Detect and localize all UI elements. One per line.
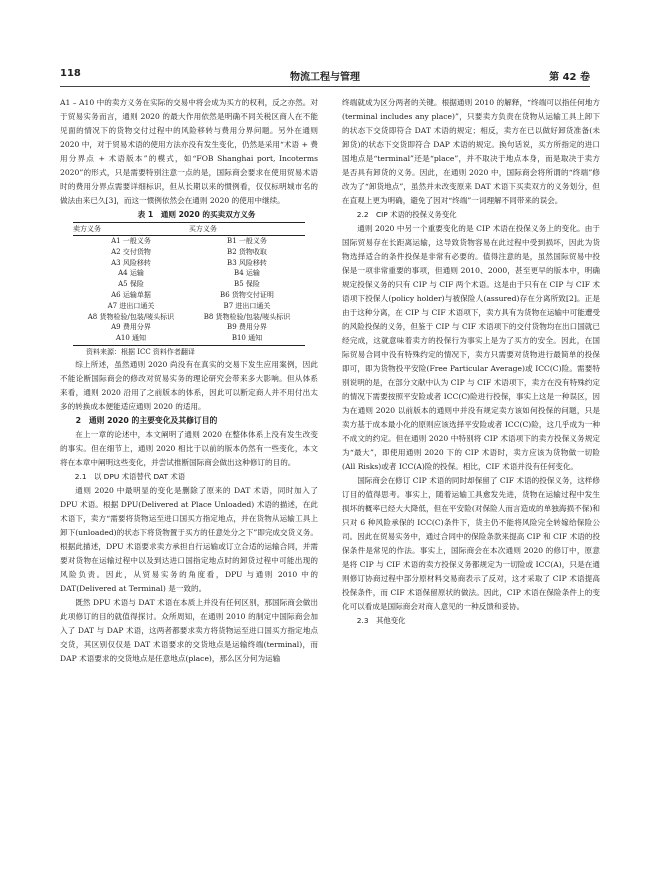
paragraph: 通则 2020 中另一个重要变化的是 CIP 术语在投保义务上的变化。由于国际贸易存在长距离运输，这导致货物容易在此过程中受到损坏，因此为货物选择适合的条件投保是非常有必要的。值得注意的是，虽然国际贸易中投保是一项非常重要的事项，但通则 2010、2000，甚至更早的版本中，明确规定投保义务的只有 CIP 与 CIF 两个术语。这是由于只有在 CIP 与 CIF 术语项下投保人(policy holder)与被保险人(assured)存在分离所致[2]。正是由于这种分离，在 CIP 与 CIF 术语项下，卖方具有为货物在运输中可能遭受的风险投保的义务，但鉴于 CIP 与 CIF 术语项下的交付货物均在出口国就已经完成，这就意味着卖方的投保行为事实上是为了买方的安全。因此，在国际贸易合同中没有特殊约定的情况下，卖方只需要对货物进行最简单的投保即可，即为货物投平安险(Free Particular Average)或 ICC(C)险。需要特别说明的是，在部分文献中认为 CIP 与 CIF 术语项下，卖方在没有特殊约定的情况下需要按照平安险或者 ICC(C)险进行投保，事实上这是一种误区，因为在通则 2020 以前版本的通则中并没有规定卖方该如何投保的问题，只是卖方基于成本最小化的原则应该选择平安险或者 ICC(C)险，这几乎成为一种不成文的约定。但在通则 2020 中特别将 CIP 术语项下的卖方投保义务规定为“最大”，即使用通则 2020 下的 CIP 术语时，卖方应该为货物做一切险(All Risks)或者 ICC(A)险的投保。相比，CIF 术语并没有任何变化。 bbox=[342, 224, 600, 471]
table-row bbox=[73, 333, 305, 345]
table-cell: B9 费用分界 bbox=[227, 323, 267, 332]
table-cell: B1 一般义务 bbox=[227, 237, 267, 245]
table-cell: A10 通知 bbox=[73, 333, 189, 345]
table-cell: A5 保险 bbox=[118, 280, 144, 289]
table-caption: 表 1 通则 2020 的买卖双方义务 bbox=[137, 210, 256, 219]
table-cell: A3 风险移转 bbox=[111, 258, 151, 267]
table-row bbox=[73, 290, 305, 301]
table-source: 资料来源：根据 ICC 资料作者翻译 bbox=[86, 347, 195, 356]
subsection-heading: 2.2 CIP 术语的投保义务变化 bbox=[356, 210, 457, 219]
table-cell: A1 一般义务 bbox=[111, 237, 151, 245]
table-row bbox=[73, 301, 305, 312]
table-cell: B3 风险移转 bbox=[227, 258, 267, 267]
table-cell: A4 运输 bbox=[118, 269, 144, 278]
paragraph: 终端就成为区分两者的关键。根据通则 2010 的解释，“终端可以指任何地方(terminal includes any place)”，只要卖方负责在货物从运输工具上卸下的状态下交货即符合 DAT 术语的规定；相反，卖方在已以做好卸货准备(未卸货)的状态下交货即符合 DAP 术语的规定。换句话说，买方所指定的进口国地点是“terminal”还是“place”，并不取决于地点本身，而是取决于卖方是否具有卸货的义务。因此，在通则 2020 中，国际商会将所谓的“终端”修改为了“卸货地点”，虽然并未改变原来 DAT 术语下买卖双方的义务划分，但在直观上更为明确，避免了因对“终端”一词理解不同带来的误会。 bbox=[342, 98, 600, 205]
journal-title: 物流工程与管理 bbox=[290, 72, 360, 83]
table-header-buyer: 买方义务 bbox=[189, 223, 305, 236]
page-number: 118 bbox=[60, 68, 81, 79]
table-row bbox=[73, 279, 305, 290]
table-cell: B10 通知 bbox=[189, 333, 305, 345]
right-column bbox=[342, 96, 600, 628]
table-cell: A2 交付货物 bbox=[111, 247, 151, 256]
paragraph: 综上所述，虽然通则 2020 尚没有在真实的交易下发生应用案例，因此不能论断国际商会的修改对贸易实务的理论研究会带来多大影响。但从体系来看，通则 2020 沿用了之前版本的体系，因此可以断定商人并不用付出太多的转换成本便能适应通则 2020 的适用。 bbox=[60, 359, 318, 411]
table-row bbox=[73, 312, 305, 323]
table-cell: A9 费用分界 bbox=[111, 323, 151, 332]
subsection-heading: 2.3 其他变化 bbox=[356, 616, 406, 625]
table-row bbox=[73, 247, 305, 258]
table-row bbox=[73, 322, 305, 333]
paragraph: A1 – A10 中的卖方义务在实际的交易中将会成为买方的权利，反之亦然。对于贸易实务而言，通则 2020 的最大作用依然是明确不同关税区商人在不能见面的情况下的货物交付过程中的风险移转与费用分界问题。另外在通则 2020 中，对于贸易术语的使用方法亦没有发生变化，仍然是采用“术语 + 费用分界点 + 术语版本”的模式，如“FOB Shanghai port, Incoterms 2020”的形式，只是需要特别注意一点的是，国际商会要求在使用贸易术语时的费用分界点需要详细标识，但从长期以来的惯例看，仅仅标明城市名的做法由来已久[3]，而这一惯例依然会在通则 2020 的使用中继续。 bbox=[60, 98, 318, 205]
table-cell: B2 货物收取 bbox=[227, 247, 267, 256]
section-heading: 2 通则 2020 的主要变化及其修订目的 bbox=[75, 415, 218, 425]
table-header-seller: 卖方义务 bbox=[73, 223, 189, 236]
paragraph: 既然 DPU 术语与 DAT 术语在本质上并没有任何区别，那国际商会做出此项修订的目的就值得探讨。众所周知，在通则 2010 的制定中国际商会加入了 DAT 与 DAP 术语，这两者都要求卖方将货物运至进口国买方指定地点交货，其区别仅仅是 DAT 术语要求的交货地点是运输终端(terminal)，而 DAP 术语要求的交货地点是任意地点(place)，那么区分何为运输 bbox=[60, 597, 318, 663]
table-cell: B6 货物交付证明 bbox=[220, 290, 274, 299]
table-row bbox=[73, 236, 305, 247]
table-cell: A6 运输单据 bbox=[111, 290, 151, 299]
paragraph: 在上一章的论述中，本文阐明了通则 2020 在整体体系上没有发生改变的事实。但在细节上，通则 2020 相比于以前的版本仍然有一些变化，本文将在本章中阐明这些变化，并尝试推断国际商会做出这种修订的目的。 bbox=[60, 429, 318, 467]
volume-label: 第 42 卷 bbox=[549, 72, 590, 83]
table-cell: B7 进出口通关 bbox=[223, 301, 271, 310]
obligations-table bbox=[73, 222, 305, 346]
table-cell: A7 进出口通关 bbox=[107, 301, 155, 310]
table-row bbox=[73, 258, 305, 269]
paragraph: 国际商会在修订 CIP 术语的同时却保留了 CIF 术语的投保义务，这样修订目的值得思考。事实上，随着运输工具愈发先进，货物在运输过程中发生损坏的概率已经大大降低，但在平安险(对保险人而言造成的单独海损不保)和只对 6 种风险承保的 ICC(C)条件下，货主仍不能将风险完全转嫁给保险公司。因此在贸易实务中，通过合同中的保险条款来提高 CIP 和 CIF 术语的投保条件是常见的作法。事实上，国际商会在本次通则 2020 的修订中，原意是将 CIP 与 CIF 术语的卖方投保义务都规定为一切险或 ICC(A)，只是在通则修订协商过程中部分原材料交易商表示了反对，这才采取了 CIP 术语提高投保条件，而 CIF 术语保留原状的做法。因此，CIP 术语在保险条件上的变化可以看成是国际商会对商人意见的一种反馈和妥协。 bbox=[342, 476, 600, 611]
table-row bbox=[73, 268, 305, 279]
subsection-heading: 2.1 以 DPU 术语替代 DAT 术语 bbox=[74, 471, 186, 481]
table-cell: B5 保险 bbox=[234, 280, 260, 289]
table-cell: B8 货物检验/包装/唛头标识 bbox=[203, 312, 291, 321]
left-column bbox=[60, 96, 318, 666]
table-cell: A8 货物检验/包装/唛头标识 bbox=[87, 312, 175, 321]
page-header bbox=[60, 68, 590, 87]
table-cell: B4 运输 bbox=[234, 269, 260, 278]
paragraph: 通则 2020 中最明显的变化是删除了原来的 DAT 术语，同时加入了 DPU 术语。根据 DPU(Delivered at Place Unloaded) 术语的描述，在此术语下，卖方“需要将货物运至进口国买方指定地点，并在货物从运输工具上卸下(unloaded)的状态下将货物置于买方的任意处分之下”即完成交货义务。根据此描述，DPU 术语要求卖方承担自行运输或订立合适的运输合同，并需要对货物在运输过程中以及到达进口国指定地点时的卸货过程中可能出现的风险负责。因此，从贸易实务的角度看，DPU 与通则 2010 中的 DAT(Delivered at Terminal) 是一致的。 bbox=[60, 485, 318, 593]
